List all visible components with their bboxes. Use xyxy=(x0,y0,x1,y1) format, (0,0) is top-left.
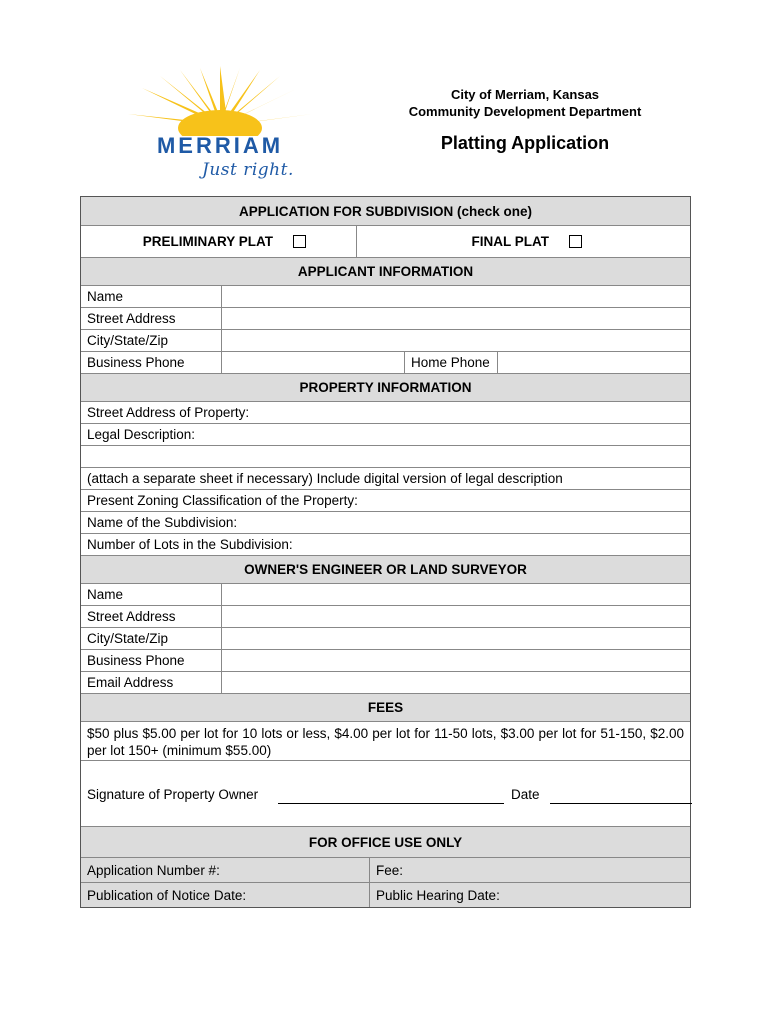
property-zoning-row[interactable] xyxy=(81,489,690,511)
engineer-business-phone-label: Business Phone xyxy=(81,650,222,671)
fees-row xyxy=(81,721,690,760)
property-subdivision-label: Name of the Subdivision: xyxy=(87,515,238,530)
merriam-logo xyxy=(120,66,320,191)
engineer-name-row xyxy=(81,583,690,605)
sun-icon xyxy=(120,66,320,136)
engineer-email-row xyxy=(81,671,690,693)
engineer-name-label: Name xyxy=(81,584,222,605)
engineer-street-row xyxy=(81,605,690,627)
engineer-header: OWNER'S ENGINEER OR LAND SURVEYOR xyxy=(81,555,690,583)
final-plat-label: FINAL PLAT xyxy=(471,234,549,249)
property-legal-row[interactable] xyxy=(81,423,690,445)
applicant-home-phone-field[interactable] xyxy=(498,352,690,373)
applicant-city-row xyxy=(81,329,690,351)
applicant-street-label: Street Address xyxy=(81,308,222,329)
applicant-city-field[interactable] xyxy=(222,330,690,351)
property-lots-row[interactable] xyxy=(81,533,690,555)
org-header xyxy=(380,86,670,154)
applicant-phone-row xyxy=(81,351,690,373)
engineer-street-label: Street Address xyxy=(81,606,222,627)
fees-text: $50 plus $5.00 per lot for 10 lots or less, $4.00 per lot for 11-50 lots, $3.00 per lot for 51-150, $2.00 per lot 150+ (minimum $55.00) xyxy=(87,726,684,758)
office-row-2 xyxy=(81,882,690,907)
engineer-email-field[interactable] xyxy=(222,672,690,693)
engineer-email-label: Email Address xyxy=(81,672,222,693)
signature-line[interactable] xyxy=(278,803,504,804)
property-legal-label: Legal Description: xyxy=(87,427,196,442)
org-city: City of Merriam, Kansas xyxy=(450,87,600,102)
applicant-header: APPLICANT INFORMATION xyxy=(81,257,690,285)
final-plat-option[interactable] xyxy=(357,226,690,257)
subdivision-header: APPLICATION FOR SUBDIVISION (check one) xyxy=(81,197,690,225)
property-lots-label: Number of Lots in the Subdivision: xyxy=(87,537,293,552)
property-attach-note: (attach a separate sheet if necessary) Include digital version of legal description xyxy=(87,471,563,486)
preliminary-plat-checkbox[interactable] xyxy=(293,235,306,248)
logo-wordmark: MERRIAM xyxy=(156,133,284,158)
applicant-business-phone-label: Business Phone xyxy=(81,352,222,373)
property-header: PROPERTY INFORMATION xyxy=(81,373,690,401)
engineer-phone-row xyxy=(81,649,690,671)
property-legal-blank-row[interactable] xyxy=(81,445,690,467)
logo-tagline: Just right. xyxy=(202,160,294,180)
property-legal-blank[interactable] xyxy=(81,446,690,467)
final-plat-checkbox[interactable] xyxy=(569,235,582,248)
preliminary-plat-option[interactable] xyxy=(81,226,357,257)
application-number-label: Application Number #: xyxy=(81,858,370,882)
date-label: Date xyxy=(511,787,540,802)
plat-type-row xyxy=(81,225,690,257)
applicant-street-field[interactable] xyxy=(222,308,690,329)
engineer-city-row xyxy=(81,627,690,649)
engineer-city-field[interactable] xyxy=(222,628,690,649)
applicant-business-phone-field[interactable] xyxy=(222,352,405,373)
applicant-name-field[interactable] xyxy=(222,286,690,307)
property-zoning-label: Present Zoning Classification of the Property: xyxy=(87,493,358,508)
signature-label: Signature of Property Owner xyxy=(87,787,259,802)
property-street-label: Street Address of Property: xyxy=(87,405,250,420)
office-header: FOR OFFICE USE ONLY xyxy=(81,826,690,857)
engineer-city-label: City/State/Zip xyxy=(81,628,222,649)
applicant-name-row xyxy=(81,285,690,307)
engineer-name-field[interactable] xyxy=(222,584,690,605)
date-line[interactable] xyxy=(550,803,692,804)
platting-form xyxy=(80,196,691,908)
property-attach-row xyxy=(81,467,690,489)
hearing-date-label: Public Hearing Date: xyxy=(376,887,500,903)
property-subdivision-row[interactable] xyxy=(81,511,690,533)
org-department: Community Development Department xyxy=(408,104,642,119)
engineer-street-field[interactable] xyxy=(222,606,690,627)
page-title: Platting Application xyxy=(440,133,610,153)
fees-header: FEES xyxy=(81,693,690,721)
property-street-row[interactable] xyxy=(81,401,690,423)
office-row-1 xyxy=(81,857,690,882)
applicant-street-row xyxy=(81,307,690,329)
applicant-home-phone-label: Home Phone xyxy=(405,352,498,373)
applicant-city-label: City/State/Zip xyxy=(81,330,222,351)
preliminary-plat-label: PRELIMINARY PLAT xyxy=(142,234,273,249)
notice-date-label: Publication of Notice Date: xyxy=(81,883,370,907)
applicant-name-label: Name xyxy=(81,286,222,307)
signature-row xyxy=(81,760,690,826)
engineer-business-phone-field[interactable] xyxy=(222,650,690,671)
fee-label: Fee: xyxy=(376,862,404,878)
